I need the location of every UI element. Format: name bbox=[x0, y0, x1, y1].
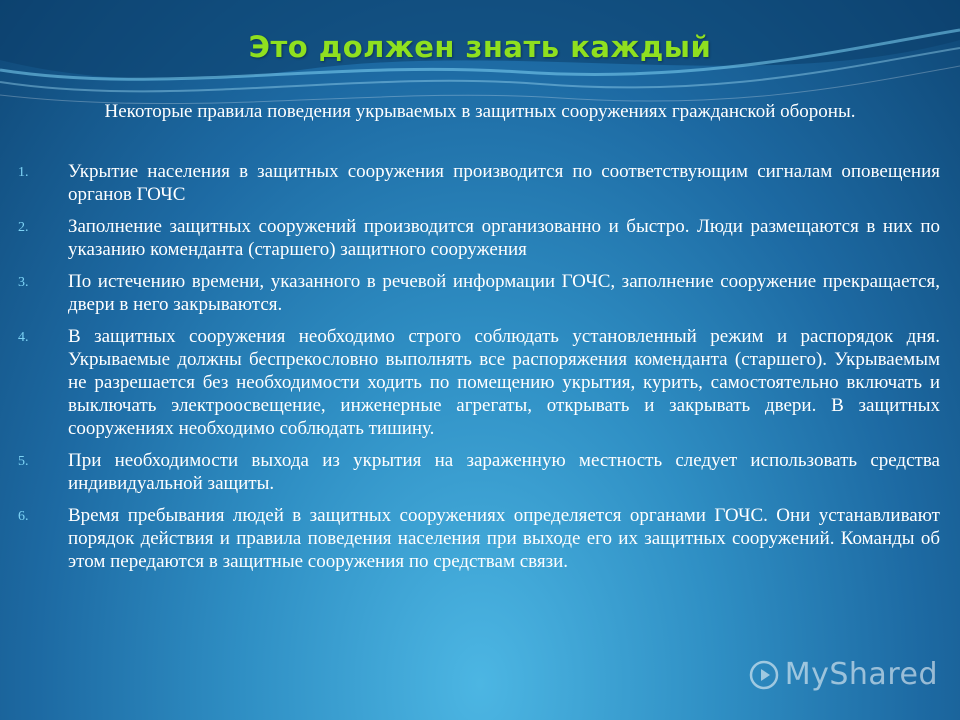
item-text: Заполнение защитных сооружений производится организованно и быстро. Люди размещаются в них по указанию коменданта (старшего) защитного сооружения bbox=[68, 216, 940, 260]
watermark-text: MyShared bbox=[784, 657, 938, 692]
slide-title: Это должен знать каждый bbox=[248, 30, 712, 64]
play-logo-icon bbox=[749, 660, 779, 690]
item-text: При необходимости выхода из укрытия на зараженную местность следует использовать средства индивидуальной защиты. bbox=[68, 450, 940, 494]
item-text: По истечению времени, указанного в речевой информации ГОЧС, заполнение сооружение прекращается, двери в него закрываются. bbox=[68, 271, 940, 315]
list-item bbox=[18, 449, 940, 495]
list-item bbox=[18, 325, 940, 440]
item-text: Укрытие населения в защитных сооружения производится по соответствующим сигналам оповещения органов ГОЧС bbox=[68, 161, 940, 205]
list-item bbox=[18, 504, 940, 573]
list-item bbox=[18, 215, 940, 261]
item-number: 2. bbox=[18, 220, 29, 235]
item-number: 6. bbox=[18, 509, 29, 524]
watermark bbox=[749, 657, 938, 692]
intro-text: Некоторые правила поведения укрываемых в защитных сооружениях гражданской обороны. bbox=[104, 101, 856, 122]
item-number: 1. bbox=[18, 165, 29, 180]
item-number: 4. bbox=[18, 330, 29, 345]
list-item bbox=[18, 160, 940, 206]
item-number: 3. bbox=[18, 275, 29, 290]
list-item bbox=[18, 270, 940, 316]
item-number: 5. bbox=[18, 454, 29, 469]
item-text: Время пребывания людей в защитных сооружениях определяется органами ГОЧС. Они устанавливают порядок действия и правила поведения населения при выходе его их защитных сооружений. Команды об этом передаются в защитные сооружения по средствам связи. bbox=[68, 505, 940, 572]
item-text: В защитных сооружения необходимо строго соблюдать установленный режим и распорядок дня. Укрываемые должны беспрекословно выполнять все распоряжения коменданта (старшего). Укрываемым не разрешается без необходимости ходить по помещению укрытия, курить, самостоятельно включать и выключать электроосвещение, инженерные агрегаты, открывать и закрывать двери. В защитных сооружениях необходимо соблюдать тишину. bbox=[68, 326, 940, 439]
rules-list bbox=[18, 160, 940, 582]
